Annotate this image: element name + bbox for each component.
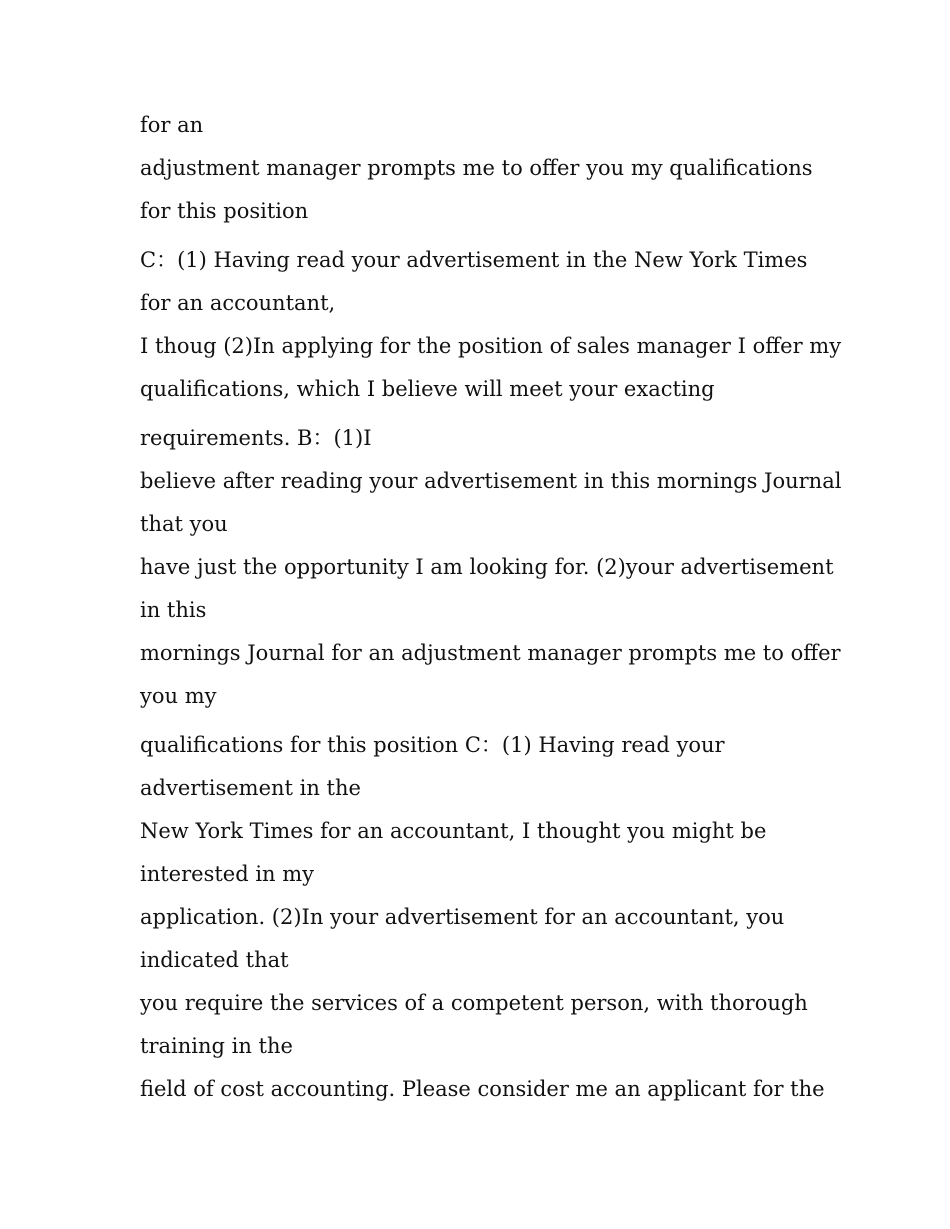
text-line: adjustment manager prompts me to offer you my qualifications xyxy=(140,156,813,180)
text-line: you my xyxy=(140,684,217,708)
text-line: field of cost accounting. Please consider me an applicant for the xyxy=(140,1077,825,1101)
text-line: for this position xyxy=(140,199,309,223)
text-line: training in the xyxy=(140,1034,293,1058)
text-line: New York Times for an accountant, I thought you might be xyxy=(140,819,767,843)
text-line: application. (2)In your advertisement for an accountant, you xyxy=(140,905,785,929)
text-line: C：(1) Having read your advertisement in the New York Times xyxy=(140,248,808,272)
text-line: requirements. B：(1)I xyxy=(140,426,372,450)
text-line: advertisement in the xyxy=(140,776,361,800)
text-line: qualifications, which I believe will meet your exacting xyxy=(140,377,715,401)
text-line: for an xyxy=(140,113,204,137)
text-line: for an accountant, xyxy=(140,291,336,315)
text-line: have just the opportunity I am looking for. (2)your advertisement xyxy=(140,555,834,579)
text-line: you require the services of a competent person, with thorough xyxy=(140,991,808,1015)
document-body xyxy=(140,104,842,1111)
text-line: indicated that xyxy=(140,948,289,972)
text-line: that you xyxy=(140,512,228,536)
text-line: believe after reading your advertisement in this mornings Journal xyxy=(140,469,842,493)
text-line: qualifications for this position C：(1) Having read your xyxy=(140,733,725,757)
text-line: interested in my xyxy=(140,862,315,886)
text-line: I thoug (2)In applying for the position of sales manager I offer my xyxy=(140,334,842,358)
text-line: in this xyxy=(140,598,207,622)
text-line: mornings Journal for an adjustment manager prompts me to offer xyxy=(140,641,841,665)
